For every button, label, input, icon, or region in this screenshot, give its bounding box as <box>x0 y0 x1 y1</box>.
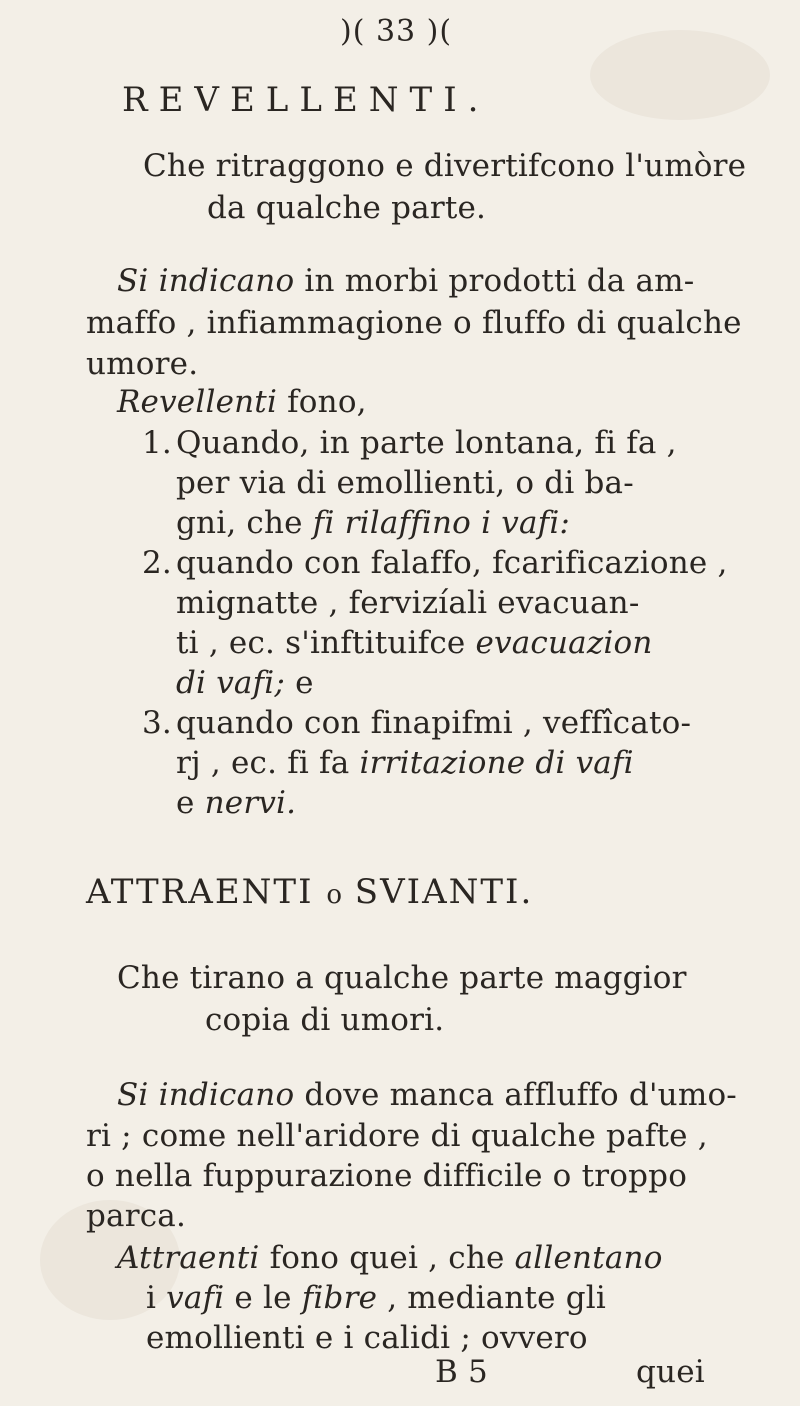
text-run: fono, <box>277 384 367 420</box>
heading-word: ATTRAENTI <box>86 872 314 912</box>
list-item-line <box>176 665 314 701</box>
paragraph-line: parca. <box>86 1198 187 1234</box>
list-item-line <box>142 545 728 581</box>
heading-conjunction: o <box>326 880 342 910</box>
lead-term: Si indicano <box>117 1077 295 1113</box>
signature-mark: B 5 <box>435 1354 488 1390</box>
section-heading-revellenti: REVELLENTI. <box>122 80 490 120</box>
list-number: 3. <box>142 705 172 741</box>
list-item-line <box>142 425 677 461</box>
lead-term: Revellenti <box>117 384 278 420</box>
list-item-line <box>176 625 653 661</box>
text-run: , mediante gli <box>377 1280 606 1316</box>
paragraph-line: o nella fuppurazione difficile o troppo <box>86 1158 688 1194</box>
italic-run: nervi. <box>204 785 297 821</box>
text-run: quando con falaffo, fcarificazione , <box>176 545 728 581</box>
paragraph-line <box>117 384 367 420</box>
text-run: e <box>176 785 205 821</box>
paragraph-line <box>117 1240 663 1276</box>
lead-term: Si indicano <box>117 263 295 299</box>
list-item-line <box>176 745 634 781</box>
text-run: in morbi prodotti da am- <box>294 263 695 299</box>
paragraph-line <box>146 1280 606 1316</box>
list-item-line <box>176 505 570 541</box>
paragraph-line <box>117 263 694 299</box>
text-run: i <box>146 1280 167 1316</box>
text-run: quando con finapifmi , veffîcato- <box>176 705 692 741</box>
paragraph-line: maffo , infiammagione o fluffo di qualche <box>86 305 742 341</box>
lead-term: Attraenti <box>117 1240 260 1276</box>
italic-run: evacuazion <box>475 625 653 661</box>
italic-run: fibre <box>301 1280 378 1316</box>
paragraph-line <box>117 1077 737 1113</box>
catchword: quei <box>636 1354 705 1390</box>
text-run: fono quei , che <box>259 1240 515 1276</box>
paragraph-line: emollienti e i calidi ; ovvero <box>146 1320 588 1356</box>
list-item-line: per via di emollienti, o di ba- <box>176 465 634 501</box>
text-run: gni, che <box>176 505 313 541</box>
list-number: 2. <box>142 545 172 581</box>
italic-run: vafi <box>166 1280 225 1316</box>
heading-word: SVIANTI. <box>354 872 534 912</box>
page-number: )( 33 )( <box>340 14 453 49</box>
section-subtitle-line: copia di umori. <box>205 1002 445 1038</box>
text-run: ti , ec. s'inftituifce <box>176 625 476 661</box>
list-item-line <box>142 705 691 741</box>
paragraph-line: ri ; come nell'aridore di qualche pafte , <box>86 1118 708 1154</box>
text-run: rj , ec. fi fa <box>176 745 360 781</box>
section-subtitle-line: Che ritraggono e divertifcono l'umòre <box>143 148 747 184</box>
text-run: e <box>285 665 314 701</box>
italic-run: di vafi; <box>176 665 286 701</box>
list-item-line: mignatte , fervizíali evacuan- <box>176 585 640 621</box>
text-run: Quando, in parte lontana, fi fa , <box>176 425 677 461</box>
italic-run: allentano <box>514 1240 663 1276</box>
paper-stain <box>590 30 770 120</box>
section-subtitle-line: da qualche parte. <box>207 190 487 226</box>
list-item-line <box>176 785 296 821</box>
italic-run: irritazione di vafi <box>359 745 634 781</box>
text-run: e le <box>224 1280 302 1316</box>
paragraph-line: umore. <box>86 346 199 382</box>
list-number: 1. <box>142 425 172 461</box>
text-run: dove manca affluffo d'umo- <box>294 1077 737 1113</box>
italic-run: fi rilaffino i vafi: <box>312 505 571 541</box>
section-subtitle-line: Che tirano a qualche parte maggior <box>117 960 687 996</box>
section-heading-attraenti <box>86 872 533 912</box>
